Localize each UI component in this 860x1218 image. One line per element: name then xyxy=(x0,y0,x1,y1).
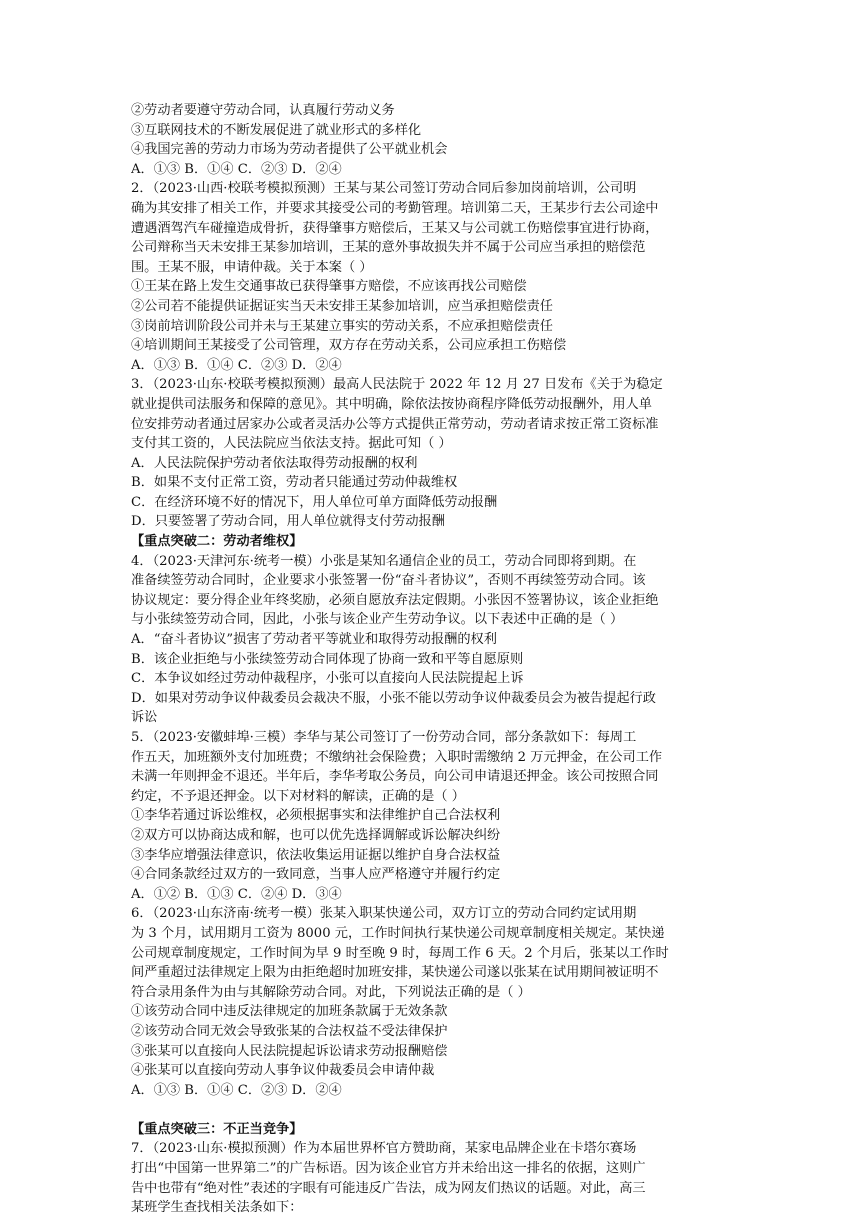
section-heading: 【重点突破二：劳动者维权】 xyxy=(131,534,303,550)
text-line: D．只要签署了劳动合同，用人单位就得支付劳动报酬 xyxy=(131,514,445,530)
text-line: 作五天，加班额外支付加班费；不缴纳社会保险费；入职时需缴纳 2 万元押金，在公司工作 xyxy=(131,749,663,765)
text-line: 公司辩称当天未安排王某参加培训，王某的意外事故损失并不属于公司应当承担的赔偿范 xyxy=(131,240,646,256)
text-line: 为 3 个月，试用期月工资为 8000 元，工作时间执行某快递公司规章制度相关规定。某快递 xyxy=(131,925,665,941)
text-line: ③互联网技术的不断发展促进了就业形式的多样化 xyxy=(131,122,422,138)
text-line: 未满一年则押金不退还。半年后，李华考取公务员，向公司申请退还押金。该公司按照合同 xyxy=(131,769,659,785)
text-line: A．①② B．①③ C．②④ D．③④ xyxy=(131,886,342,902)
text-line: 5．（2023·安徽蚌埠·三模）李华与某公司签订了一份劳动合同，部分条款如下：每周工 xyxy=(131,730,637,745)
text-line: 约定，不予退还押金。以下对材料的解读，正确的是（ ） xyxy=(131,788,465,804)
text-line: ③岗前培训阶段公司并未与王某建立事实的劳动关系，不应承担赔偿责任 xyxy=(131,318,553,334)
text-line: ③张某可以直接向人民法院提起诉讼请求劳动报酬赔偿 xyxy=(131,1043,448,1059)
text-line: 3．（2023·山东·校联考模拟预测）最高人民法院于 2022 年 12 月 27 日发布《关于为稳定 xyxy=(131,377,663,393)
section-heading: 【重点突破三：不正当竞争】 xyxy=(131,1121,303,1137)
text-line: ④张某可以直接向劳动人事争议仲裁委员会申请仲裁 xyxy=(131,1063,435,1079)
text-line: 就业提供司法服务和保障的意见》。其中明确，除依法按协商程序降低劳动报酬外，用人单 xyxy=(131,396,652,412)
text-line: 公司规章制度规定，工作时间为早 9 时至晚 9 时，每周工作 6 天。2 个月后，张某以工作时 xyxy=(131,945,669,961)
text-line: 告中也带有“绝对性”表述的字眼有可能违反广告法，成为网友们热议的话题。对此，高三 xyxy=(131,1180,646,1196)
text-line: A．①③ B．①④ C．②③ D．②④ xyxy=(131,1082,342,1098)
text-line: 遭遇酒驾汽车碰撞造成骨折，获得肇事方赔偿后，王某又与公司就工伤赔偿事宜进行协商， xyxy=(131,220,659,236)
text-line: ④我国完善的劳动力市场为劳动者提供了公平就业机会 xyxy=(131,142,448,158)
text-line: 围。王某不服，申请仲裁。关于本案（ ） xyxy=(131,259,373,275)
text-line: 支付其工资的，人民法院应当依法支持。据此可知（ ） xyxy=(131,436,452,452)
text-line: ②公司若不能提供证据证实当天未安排王某参加培训，应当承担赔偿责任 xyxy=(131,298,553,314)
text-line: A．“奋斗者协议”损害了劳动者平等就业和取得劳动报酬的权利 xyxy=(131,632,497,648)
text-line: B．该企业拒绝与小张续签劳动合同体现了协商一致和平等自愿原则 xyxy=(131,651,524,667)
text-line: 某班学生查找相关法条如下： xyxy=(131,1200,303,1216)
text-line: 符合录用条件为由与其解除劳动合同。对此，下列说法正确的是（ ） xyxy=(131,984,531,1000)
text-line: 4．（2023·天津河东·统考一模）小张是某知名通信企业的员工，劳动合同即将到期。在 xyxy=(131,553,637,569)
text-line: 间严重超过法律规定上限为由拒绝超时加班安排，某快递公司遂以张某在试用期间被证明不 xyxy=(131,965,659,981)
text-line: ①王某在路上发生交通事故已获得肇事方赔偿，不应该再找公司赔偿 xyxy=(131,279,527,295)
text-line: A．人民法院保护劳动者依法取得劳动报酬的权利 xyxy=(131,455,418,471)
text-line: 打出“中国第一世界第二”的广告标语。因为该企业官方并未给出这一排名的依据，这则广 xyxy=(131,1161,646,1177)
text-line: A．①③ B．①④ C．②③ D．②④ xyxy=(131,161,342,177)
text-line: 与小张续签劳动合同，因此，小张与该企业产生劳动争议。以下表述中正确的是（ ） xyxy=(131,612,624,628)
text-line: C．本争议如经过劳动仲裁程序，小张可以直接向人民法院提起上诉 xyxy=(131,671,524,687)
text-line: 诉讼 xyxy=(131,710,158,726)
text-line: 2．（2023·山西·校联考模拟预测）王某与某公司签订劳动合同后参加岗前培训，公司明 xyxy=(131,181,637,197)
text-line: 确为其安排了相关工作，并要求其接受公司的考勤管理。培训第二天，王某步行去公司途中 xyxy=(131,200,659,216)
text-line: A．①③ B．①④ C．②③ D．②④ xyxy=(131,357,342,373)
text-line: 位安排劳动者通过居家办公或者灵活办公等方式提供正常劳动，劳动者请求按正常工资标准 xyxy=(131,416,659,432)
text-line: 协议规定：要分得企业年终奖励，必须自愿放弃法定假期。小张因不签署协议，该企业拒绝 xyxy=(131,592,659,608)
text-line: ④合同条款经过双方的一致同意，当事人应严格遵守并履行约定 xyxy=(131,867,501,883)
text-line: ①该劳动合同中违反法律规定的加班条款属于无效条款 xyxy=(131,1004,448,1020)
text-line: D．如果对劳动争议仲裁委员会裁决不服，小张不能以劳动争议仲裁委员会为被告提起行政 xyxy=(131,690,656,706)
document-body xyxy=(131,101,741,1218)
text-line: 准备续签劳动合同时，企业要求小张签署一份“奋斗者协议”，否则不再续签劳动合同。该 xyxy=(131,573,646,589)
text-line: B．如果不支付正常工资，劳动者只能通过劳动仲裁维权 xyxy=(131,475,458,491)
text-line: C．在经济环境不好的情况下，用人单位可单方面降低劳动报酬 xyxy=(131,494,498,510)
text-line: ④培训期间王某接受了公司管理，双方存在劳动关系，公司应承担工伤赔偿 xyxy=(131,338,567,354)
text-line: ③李华应增强法律意识，依法收集运用证据以维护自身合法权益 xyxy=(131,847,501,863)
text-line: 6．（2023·山东济南·统考一模）张某入职某快递公司，双方订立的劳动合同约定试用期 xyxy=(131,906,637,922)
text-line: ②该劳动合同无效会导致张某的合法权益不受法律保护 xyxy=(131,1023,448,1039)
text-line: ②劳动者要遵守劳动合同，认真履行劳动义务 xyxy=(131,103,395,118)
blank-line xyxy=(131,1100,741,1120)
text-line: ①李华若通过诉讼维权，必须根据事实和法律维护自己合法权利 xyxy=(131,808,501,824)
text-line: ②双方可以协商达成和解，也可以优先选择调解或诉讼解决纠纷 xyxy=(131,827,501,843)
text-line: 7．（2023·山东·模拟预测）作为本届世界杯官方赞助商，某家电品牌企业在卡塔尔赛场 xyxy=(131,1141,637,1157)
